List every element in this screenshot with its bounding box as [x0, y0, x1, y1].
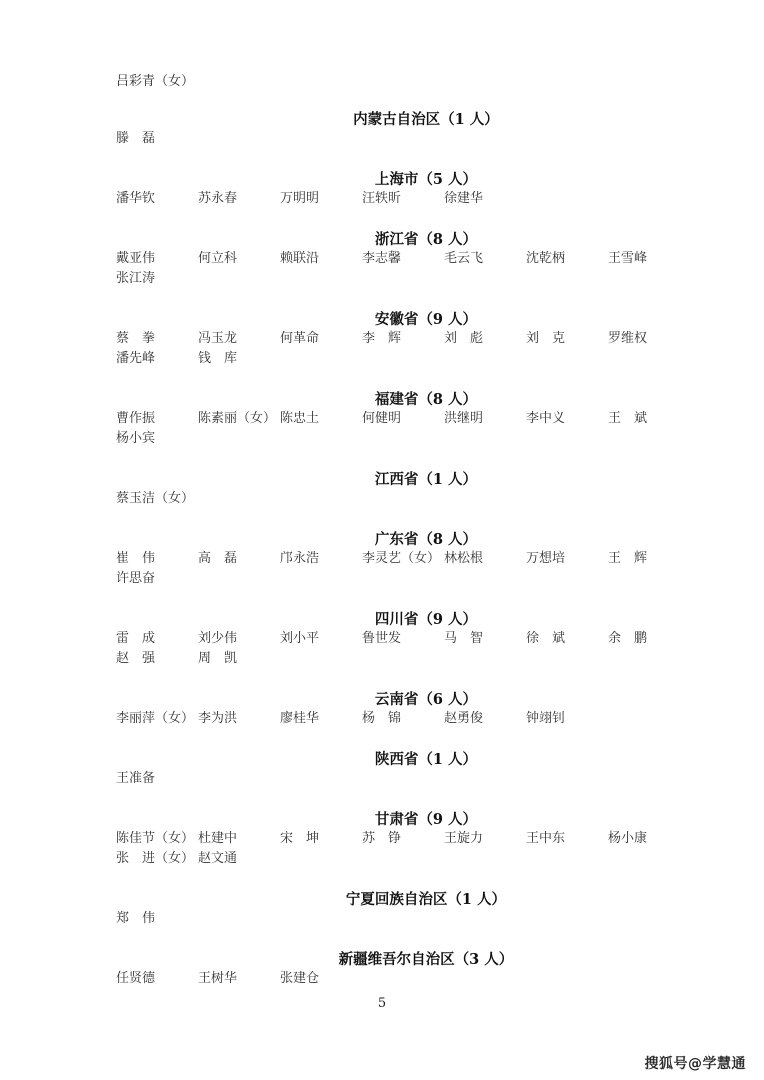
person-name: 杨 锦 [362, 711, 402, 726]
province-section [116, 310, 696, 368]
person-name: 张 进（女） [116, 851, 195, 866]
person-name: 杨小康 [608, 831, 648, 846]
person-name: 郑 伟 [116, 911, 156, 926]
section-title: 陕西省（1 人） [374, 751, 478, 768]
name-list [116, 410, 696, 448]
person-name: 廖桂华 [280, 711, 320, 726]
section-title: 甘肃省（9 人） [374, 811, 478, 828]
province-section [116, 890, 696, 928]
person-name: 王树华 [198, 971, 238, 986]
person-name: 沈乾柄 [526, 251, 566, 266]
section-title: 宁夏回族自治区（1 人） [345, 891, 507, 908]
province-section [116, 230, 696, 288]
person-name: 赖联沿 [280, 251, 320, 266]
person-name: 余 鹏 [608, 631, 648, 646]
section-title: 福建省（8 人） [374, 391, 478, 408]
person-name: 刘少伟 [198, 631, 238, 646]
person-name: 陈素丽（女） [198, 411, 277, 426]
province-section [116, 110, 696, 148]
section-title: 江西省（1 人） [374, 471, 478, 488]
person-name: 赵勇俊 [444, 711, 484, 726]
person-name: 杜建中 [198, 831, 238, 846]
name-list [116, 250, 696, 288]
province-section [116, 750, 696, 788]
person-name: 冯玉龙 [198, 331, 238, 346]
person-name: 崔 伟 [116, 551, 156, 566]
name-list [116, 830, 696, 868]
person-name: 宋 坤 [280, 831, 320, 846]
name-list [116, 910, 696, 928]
person-name: 王 辉 [608, 551, 648, 566]
section-title: 新疆维吾尔自治区（3 人） [338, 951, 514, 968]
person-name: 马 智 [444, 631, 484, 646]
person-name: 林松根 [444, 551, 484, 566]
province-section [116, 170, 696, 208]
person-name: 王准备 [116, 771, 156, 786]
person-name: 戴亚伟 [116, 251, 156, 266]
person-name: 刘 彪 [444, 331, 484, 346]
person-name: 李丽萍（女） [116, 711, 195, 726]
person-name: 苏永春 [198, 191, 238, 206]
person-name: 李志馨 [362, 251, 402, 266]
person-name: 邝永浩 [280, 551, 320, 566]
person-name: 汪轶昕 [362, 191, 402, 206]
person-name: 万明明 [280, 191, 320, 206]
section-title: 云南省（6 人） [374, 691, 478, 708]
province-section [116, 390, 696, 448]
person-name: 滕 磊 [116, 131, 156, 146]
person-name: 王旋力 [444, 831, 484, 846]
person-name: 潘华钦 [116, 191, 156, 206]
person-name: 高 磊 [198, 551, 238, 566]
person-name: 洪继明 [444, 411, 484, 426]
person-name: 周 凯 [198, 651, 238, 666]
person-name: 罗维权 [608, 331, 648, 346]
province-section [116, 810, 696, 868]
section-title: 四川省（9 人） [374, 611, 478, 628]
name-list [116, 710, 696, 728]
person-name: 万想培 [526, 551, 566, 566]
person-name: 蔡 拳 [116, 331, 156, 346]
section-title: 浙江省（8 人） [374, 231, 478, 248]
person-name: 陈忠土 [280, 411, 320, 426]
person-name: 赵文通 [198, 851, 238, 866]
person-name: 鲁世发 [362, 631, 402, 646]
page-number: 5 [377, 996, 387, 1011]
person-name: 何健明 [362, 411, 402, 426]
person-name: 王 斌 [608, 411, 648, 426]
person-name: 毛云飞 [444, 251, 484, 266]
section-title: 广东省（8 人） [374, 531, 478, 548]
person-name: 张江涛 [116, 271, 156, 286]
person-name: 何立科 [198, 251, 238, 266]
person-name: 刘 克 [526, 331, 566, 346]
name-list [116, 970, 696, 988]
name-list [116, 630, 696, 668]
person-name: 李为洪 [198, 711, 238, 726]
name-list [116, 190, 696, 208]
person-name: 雷 成 [116, 631, 156, 646]
person-name: 陈佳节（女） [116, 831, 195, 846]
person-name: 李中义 [526, 411, 566, 426]
section-title: 内蒙古自治区（1 人） [353, 111, 499, 128]
name-list [116, 550, 696, 588]
person-name: 苏 铮 [362, 831, 402, 846]
province-section [116, 610, 696, 668]
person-name: 何革命 [280, 331, 320, 346]
person-name: 王中东 [526, 831, 566, 846]
person-name: 蔡玉洁（女） [116, 491, 195, 506]
name-list [116, 130, 696, 148]
person-name: 钱 库 [198, 351, 238, 366]
person-name: 张建仓 [280, 971, 320, 986]
province-section [116, 950, 696, 988]
person-name: 李灵艺（女） [362, 551, 441, 566]
leading-name: 吕彩青（女） [116, 74, 195, 89]
person-name: 任贤德 [116, 971, 156, 986]
province-section [116, 530, 696, 588]
person-name: 许思奋 [116, 571, 156, 586]
watermark-text: 搜狐号@学慧通 [644, 1056, 746, 1072]
person-name: 王雪峰 [608, 251, 648, 266]
person-name: 曹作振 [116, 411, 156, 426]
province-section [116, 470, 696, 508]
person-name: 李 辉 [362, 331, 402, 346]
person-name: 钟翊钊 [526, 711, 566, 726]
section-title: 安徽省（9 人） [374, 311, 478, 328]
person-name: 赵 强 [116, 651, 156, 666]
person-name: 杨小宾 [116, 431, 156, 446]
person-name: 刘小平 [280, 631, 320, 646]
person-name: 潘先峰 [116, 351, 156, 366]
name-list [116, 490, 696, 508]
name-list [116, 770, 696, 788]
person-name: 徐 斌 [526, 631, 566, 646]
section-title: 上海市（5 人） [374, 171, 478, 188]
name-list [116, 330, 696, 368]
person-name: 徐建华 [444, 191, 484, 206]
province-section [116, 690, 696, 728]
